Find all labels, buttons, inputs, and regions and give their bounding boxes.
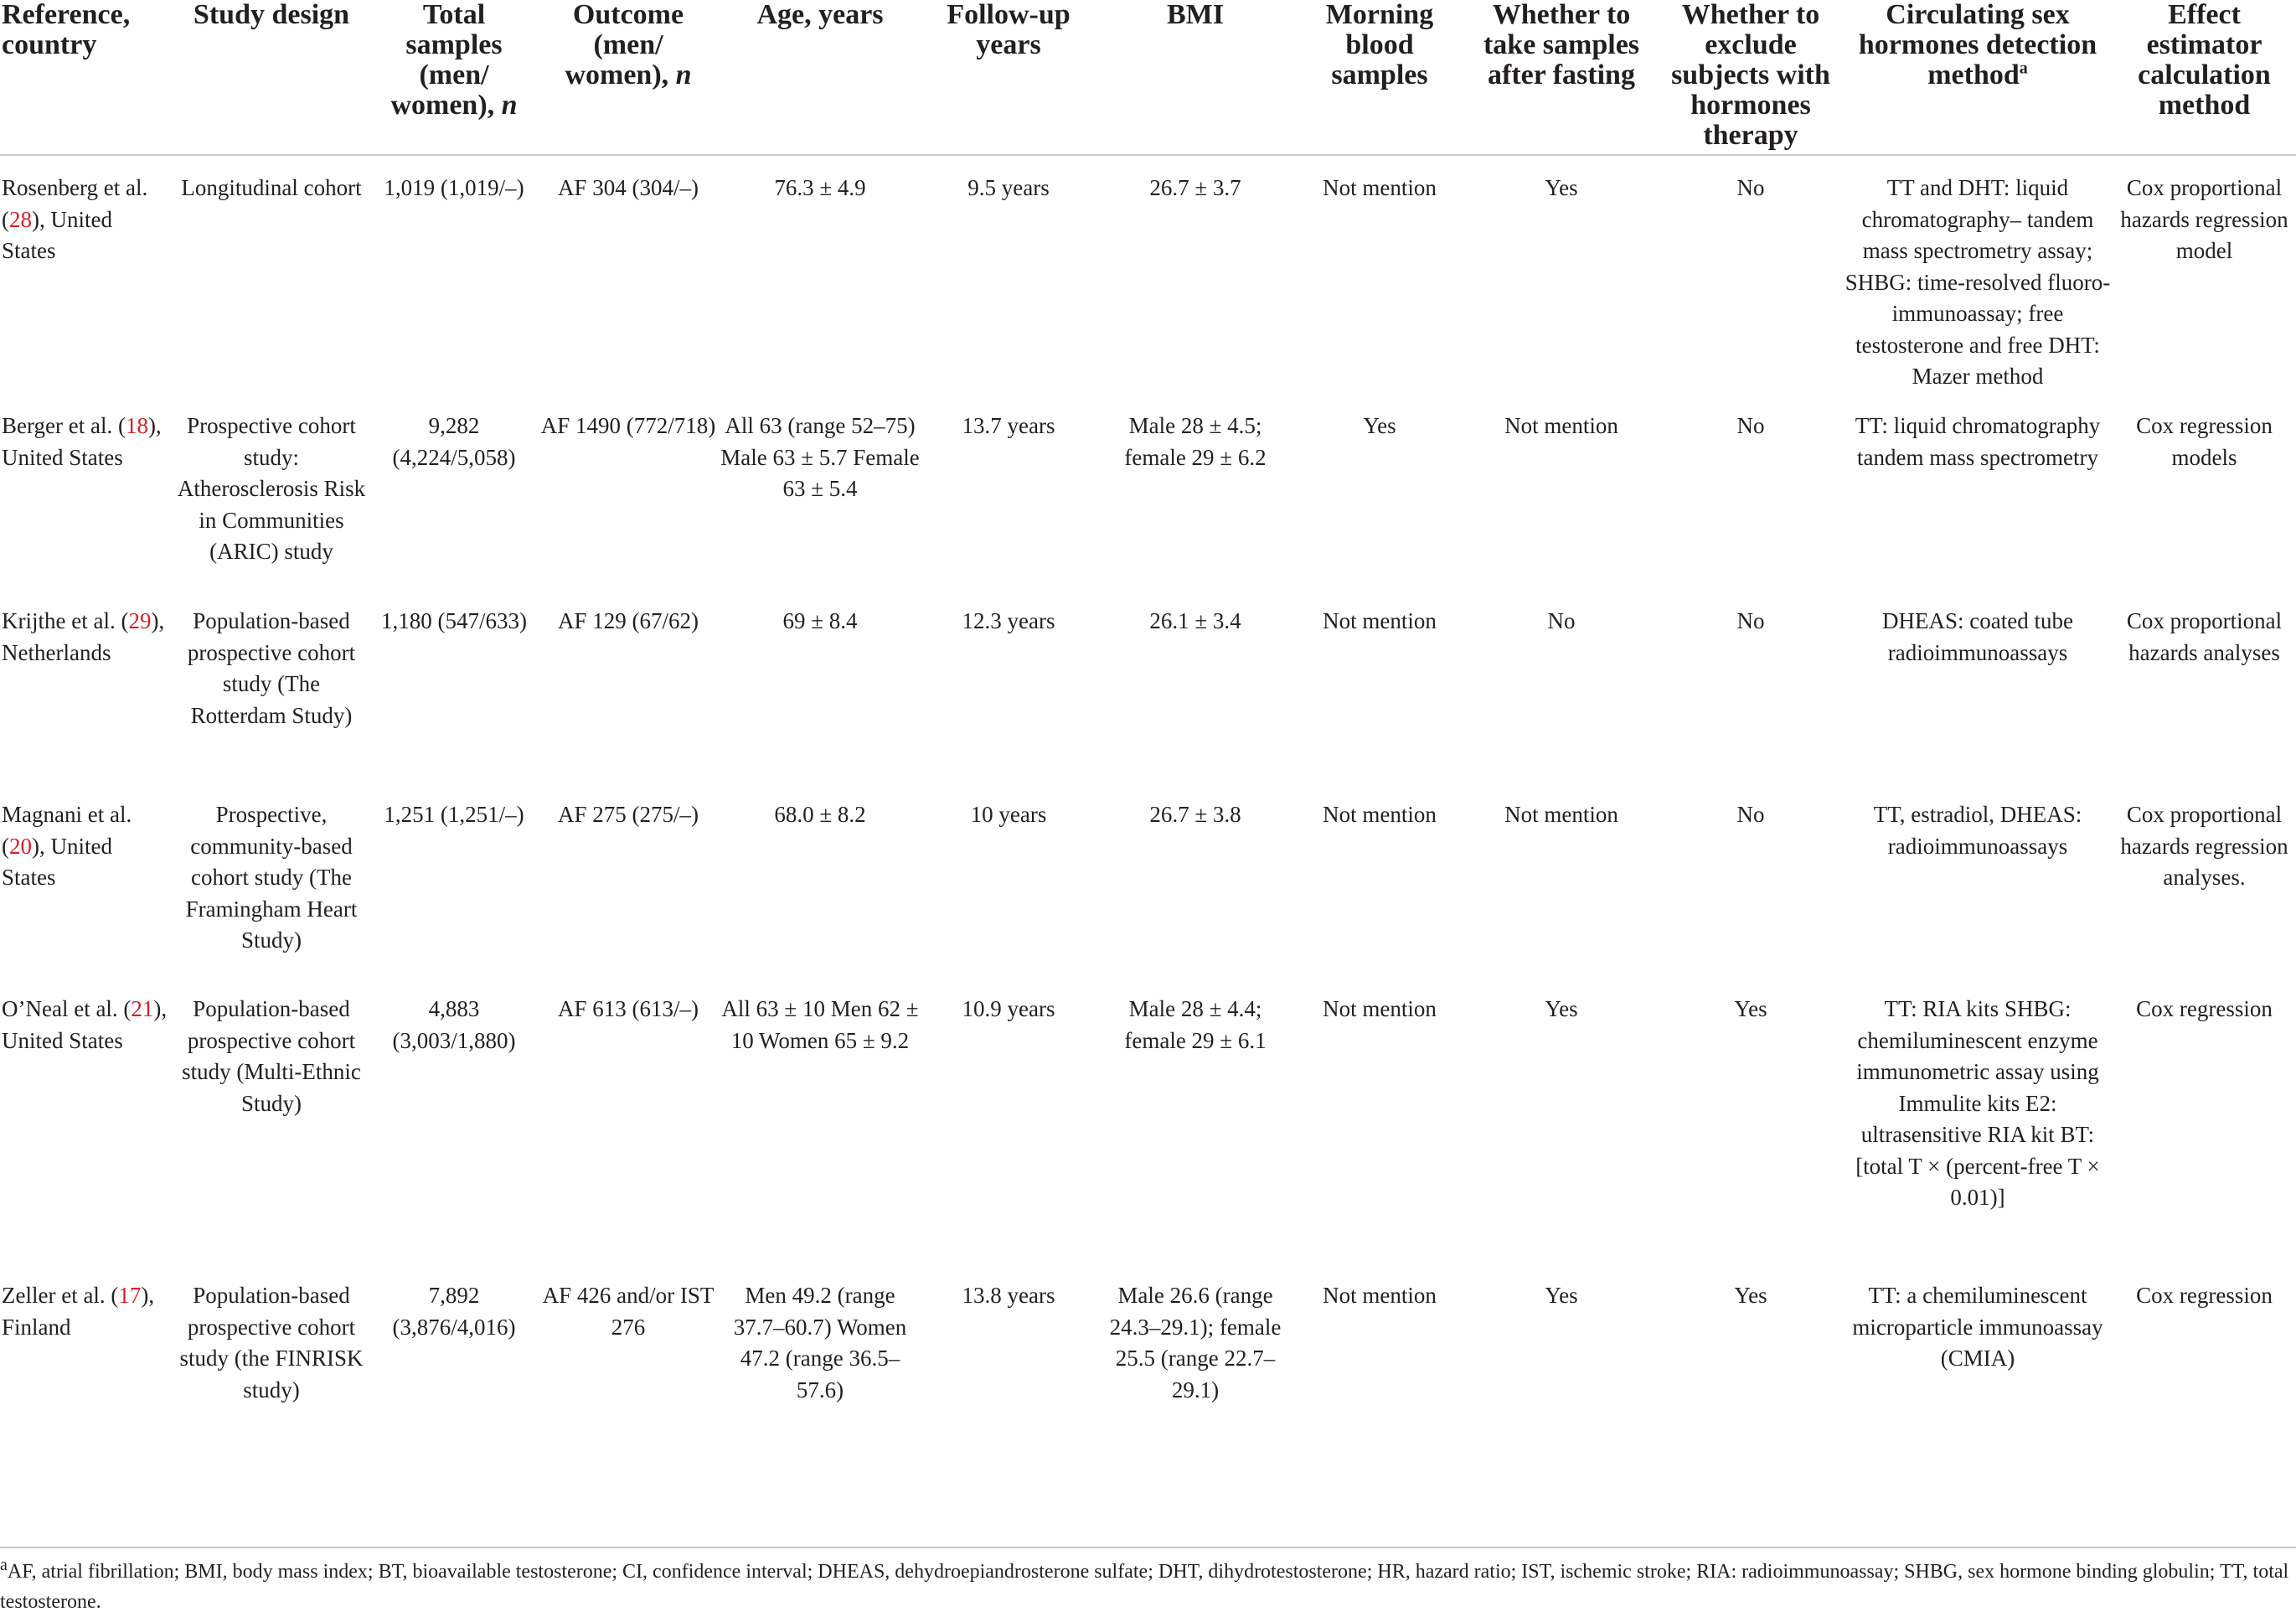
morning-samples-cell: Yes <box>1363 413 1396 438</box>
table-row <box>0 411 2296 606</box>
header-n-italic: n <box>501 90 518 121</box>
table-footnote <box>0 1547 2296 1617</box>
reference-country: ), Finland <box>2 1283 155 1340</box>
header-bmi: BMI <box>1167 0 1224 30</box>
reference-country: ), United States <box>2 413 162 470</box>
morning-samples-cell: Not mention <box>1323 175 1437 200</box>
reference-cell <box>0 606 173 799</box>
bmi-cell: Male 28 ± 4.5; female 29 ± 6.2 <box>1124 413 1267 470</box>
detection-method-cell: TT: a chemiluminescent microparticle immunoassay (CMIA) <box>1852 1283 2103 1371</box>
fasting-cell: Not mention <box>1504 802 1618 827</box>
total-samples-cell: 1,251 (1,251/–) <box>384 802 524 827</box>
citation-link[interactable]: 21 <box>131 996 154 1021</box>
citation-link[interactable]: 28 <box>9 206 32 232</box>
table-row <box>0 606 2296 799</box>
footnote-marker: a <box>0 1556 8 1574</box>
effect-estimator-cell: Cox proportional hazards regression analyses. <box>2120 802 2288 890</box>
exclude-therapy-cell: No <box>1736 608 1765 633</box>
reference-cell <box>0 799 173 994</box>
follow-up-cell: 13.7 years <box>962 413 1055 438</box>
reference-cell <box>0 1280 173 1465</box>
table-row <box>0 799 2296 994</box>
reference-country: ), United States <box>2 206 112 263</box>
detection-method-cell: DHEAS: coated tube radioimmunoassays <box>1882 608 2073 665</box>
footnote-text: AF, atrial fibrillation; BMI, body mass index; BT, bioavailable testosterone; CI, confidence interval; DHEAS, dehydroepiandrosterone sulfate; DHT, dihydrotestosterone; HR, hazard ratio; IST, ischemic stroke; RIA: radioimmunoassay; SHBG, sex hormone binding globulin; TT, total testosterone. <box>0 1561 2289 1613</box>
reference-author: Zeller et al. ( <box>2 1283 119 1308</box>
study-design-cell: Prospective, community-based cohort study (The Framingham Heart Study) <box>185 802 358 953</box>
table-row <box>0 1280 2296 1465</box>
age-cell: Men 49.2 (range 37.7–60.7) Women 47.2 (range 36.5–57.6) <box>733 1283 907 1403</box>
bmi-cell: Male 26.6 (range 24.3–29.1); female 25.5 (range 22.7–29.1) <box>1109 1283 1282 1403</box>
header-effect-estimator: Effect estimator calculation method <box>2138 0 2271 121</box>
outcome-cell: AF 426 and/or IST 276 <box>542 1283 715 1340</box>
footnote-marker: a <box>2019 59 2028 78</box>
age-cell: 76.3 ± 4.9 <box>774 175 866 200</box>
morning-samples-cell: Not mention <box>1323 802 1437 827</box>
total-samples-cell: 4,883 (3,003/1,880) <box>392 996 516 1053</box>
exclude-therapy-cell: No <box>1736 413 1765 438</box>
bmi-cell: Male 28 ± 4.4; female 29 ± 6.1 <box>1124 996 1267 1053</box>
outcome-cell: AF 1490 (772/718) <box>540 413 716 438</box>
bmi-cell: 26.1 ± 3.4 <box>1149 608 1241 633</box>
reference-author: Magnani et al. ( <box>2 802 132 859</box>
morning-samples-cell: Not mention <box>1323 1283 1437 1308</box>
outcome-cell: AF 129 (67/62) <box>558 608 699 633</box>
effect-estimator-cell: Cox regression models <box>2136 413 2273 470</box>
age-cell: 69 ± 8.4 <box>782 608 858 633</box>
reference-author: Krijthe et al. ( <box>2 608 129 633</box>
follow-up-cell: 13.8 years <box>962 1283 1055 1308</box>
reference-cell <box>0 411 173 606</box>
reference-country: ), United States <box>2 996 168 1053</box>
citation-link[interactable]: 17 <box>118 1283 142 1308</box>
age-cell: All 63 (range 52–75) Male 63 ± 5.7 Female 63 ± 5.4 <box>720 413 920 501</box>
fasting-cell: Yes <box>1545 175 1578 200</box>
detection-method-cell: TT: liquid chromatography tandem mass spectrometry <box>1855 413 2101 470</box>
header-detection-method: Circulating sex hormones detection method$^a$ <box>1858 0 2097 90</box>
header-total-samples: Total samples (men/ women), n <box>390 0 518 121</box>
header-row <box>0 0 2296 155</box>
effect-estimator-cell: Cox regression <box>2136 1283 2273 1308</box>
outcome-cell: AF 613 (613/–) <box>558 996 699 1021</box>
morning-samples-cell: Not mention <box>1323 996 1437 1021</box>
table-body <box>0 155 2296 1465</box>
detection-method-cell: TT, estradiol, DHEAS: radioimmunoassays <box>1873 802 2082 859</box>
reference-cell <box>0 994 173 1280</box>
header-study-design: Study design <box>193 0 350 30</box>
study-design-cell: Population-based prospective cohort study (Multi-Ethnic Study) <box>182 996 361 1116</box>
exclude-therapy-cell: No <box>1736 802 1765 827</box>
outcome-cell: AF 275 (275/–) <box>558 802 699 827</box>
outcome-cell: AF 304 (304/–) <box>558 175 699 200</box>
header-n-italic: n <box>675 59 692 90</box>
follow-up-cell: 10 years <box>970 802 1047 827</box>
age-cell: 68.0 ± 8.2 <box>774 802 866 827</box>
effect-estimator-cell: Cox proportional hazards analyses <box>2126 608 2283 665</box>
morning-samples-cell: Not mention <box>1323 608 1437 633</box>
header-exclude-therapy: Whether to exclude subjects with hormones therapy <box>1671 0 1830 151</box>
header-age: Age, years <box>756 0 884 30</box>
detection-method-cell: TT: RIA kits SHBG: chemiluminescent enzyme immunometric assay using Immulite kits E2: ultrasensitive RIA kit BT: [total T × (percent-free T × 0.01)] <box>1855 996 2100 1210</box>
header-follow-up: Follow-up years <box>947 0 1071 60</box>
effect-estimator-cell: Cox proportional hazards regression model <box>2120 175 2288 263</box>
reference-country: ), Netherlands <box>2 608 165 665</box>
header-outcome: Outcome (men/ women), n <box>565 0 692 90</box>
detection-method-cell: TT and DHT: liquid chromatography– tandem mass spectrometry assay; SHBG: time-resolved fluoro-immunoassay; free testosterone and free DHT: Mazer method <box>1845 175 2111 389</box>
study-design-cell: Prospective cohort study: Atherosclerosis Risk in Communities (ARIC) study <box>177 413 366 564</box>
total-samples-cell: 7,892 (3,876/4,016) <box>392 1283 516 1340</box>
header-reference: Reference, country <box>2 0 131 60</box>
fasting-cell: Yes <box>1545 1283 1578 1308</box>
exclude-therapy-cell: Yes <box>1734 996 1767 1021</box>
follow-up-cell: 10.9 years <box>962 996 1055 1021</box>
reference-author: Rosenberg et al. ( <box>2 175 148 232</box>
table-row <box>0 994 2296 1280</box>
bmi-cell: 26.7 ± 3.8 <box>1149 802 1241 827</box>
fasting-cell: No <box>1547 608 1576 633</box>
exclude-therapy-cell: Yes <box>1734 1283 1767 1308</box>
follow-up-cell: 9.5 years <box>967 175 1050 200</box>
total-samples-cell: 1,180 (547/633) <box>381 608 527 633</box>
citation-link[interactable]: 29 <box>128 608 152 633</box>
reference-author: O’Neal et al. ( <box>2 996 132 1021</box>
total-samples-cell: 1,019 (1,019/–) <box>384 175 524 200</box>
total-samples-cell: 9,282 (4,224/5,058) <box>392 413 516 470</box>
header-morning-samples: Morning blood samples <box>1325 0 1434 90</box>
fasting-cell: Yes <box>1545 996 1578 1021</box>
table-row <box>0 155 2296 411</box>
study-design-cell: Population-based prospective cohort study (The Rotterdam Study) <box>187 608 356 728</box>
reference-country: ), United States <box>2 833 112 890</box>
study-design-cell: Population-based prospective cohort study (the FINRISK study) <box>179 1283 364 1403</box>
citation-link[interactable]: 18 <box>125 413 148 438</box>
reference-cell <box>0 155 173 411</box>
effect-estimator-cell: Cox regression <box>2136 996 2273 1021</box>
header-fasting: Whether to take samples after fasting <box>1483 0 1640 90</box>
study-design-cell: Longitudinal cohort <box>181 175 362 200</box>
follow-up-cell: 12.3 years <box>962 608 1055 633</box>
exclude-therapy-cell: No <box>1736 175 1765 200</box>
age-cell: All 63 ± 10 Men 62 ± 10 Women 65 ± 9.2 <box>721 996 919 1053</box>
reference-author: Berger et al. ( <box>2 413 126 438</box>
fasting-cell: Not mention <box>1504 413 1618 438</box>
bmi-cell: 26.7 ± 3.7 <box>1149 175 1241 200</box>
citation-link[interactable]: 20 <box>9 833 32 859</box>
